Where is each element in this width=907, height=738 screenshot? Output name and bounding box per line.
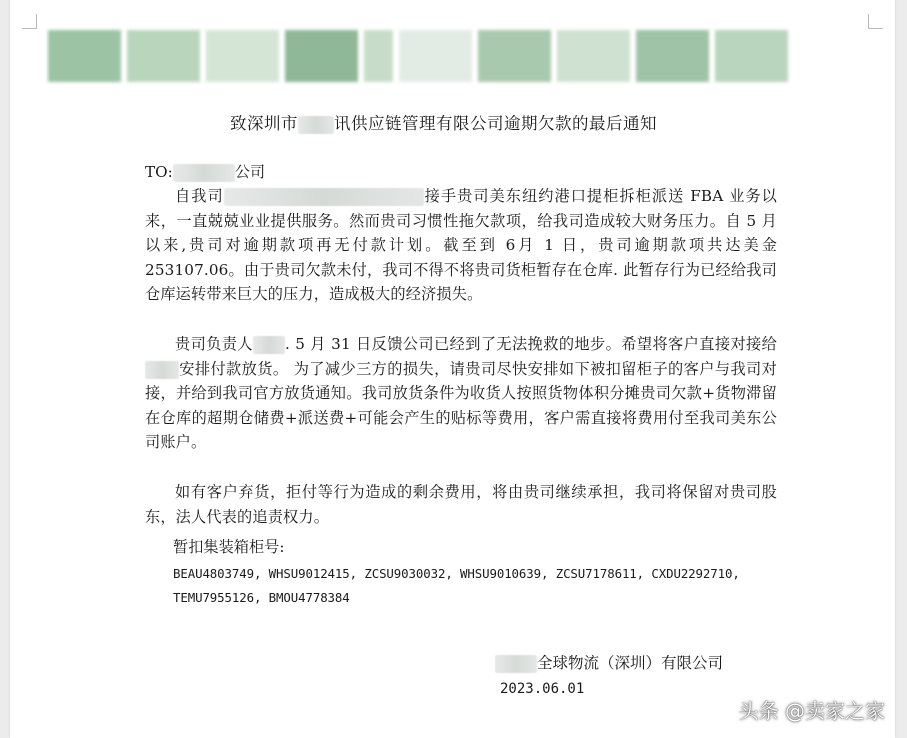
blurred-letterhead-block xyxy=(557,30,630,82)
to-label: TO: xyxy=(145,163,173,181)
blurred-letterhead-block xyxy=(399,30,472,82)
redacted-recipient xyxy=(173,164,235,182)
blurred-letterhead xyxy=(48,30,788,82)
paragraph-1-text: 接手贵司美东纽约港口提柜拆柜派送 FBA 业务以来，一直兢兢业业提供服务。然而贵司习惯性拖欠款项，给我司造成较大财务压力。自 5 月以来,贵司对逾期款项再无付款计划。截至到 6月 1 日，贵司逾期款项共达美金 253107.06。由于贵司欠款未付，我司不得不将贵司货柜暂存在仓库. 此暂存行为已经给我司仓库运转带来巨大的压力，造成极大的经济损失。 xyxy=(145,187,777,304)
paragraph-2 xyxy=(145,332,777,454)
blurred-letterhead-block xyxy=(636,30,709,82)
blurred-letterhead-block xyxy=(127,30,200,82)
letter-title xyxy=(230,110,657,134)
to-company: 公司 xyxy=(234,163,266,181)
paragraph-1-start: 自我司 xyxy=(175,187,224,206)
redacted-company-prefix xyxy=(495,655,537,673)
redacted-person xyxy=(253,336,285,354)
watermark: 头条 @卖家之家 xyxy=(738,699,885,723)
blurred-letterhead-block xyxy=(364,30,393,82)
paragraph-1 xyxy=(145,184,777,306)
blurred-letterhead-block xyxy=(48,30,121,82)
crop-mark-top-left xyxy=(22,14,37,29)
paragraph-2-text: 安排付款放货。 为了减少三方的损失，请贵司尽快安排如下被扣留柜子的客户与我司对接，并给到我司官方放货通知。我司放货条件为收货人按照货物体积分摊贵司欠款+货物滞留在仓库的超期仓储费+派送费+可能会产生的贴标等费用，客户需直接将费用付至我司美东公司账户。 xyxy=(145,359,777,452)
redacted-date xyxy=(224,188,424,206)
recipient-line xyxy=(145,160,777,184)
blurred-letterhead-block xyxy=(715,30,788,82)
blurred-letterhead-block xyxy=(206,30,279,82)
blurred-letterhead-block xyxy=(478,30,551,82)
blurred-letterhead-block xyxy=(285,30,358,82)
redacted-name xyxy=(298,116,334,134)
crop-mark-top-right xyxy=(868,14,883,29)
letter-body xyxy=(145,160,777,529)
signoff-date: 2023.06.01 xyxy=(500,681,585,697)
paragraph-2-mid: . 5 月 31 日反馈公司已经到了无法挽救的地步。希望将客户直接对接给 xyxy=(285,335,777,354)
container-section xyxy=(173,534,773,610)
title-part-1: 致深圳市 xyxy=(230,114,298,133)
paragraph-2-start: 贵司负责人 xyxy=(175,335,254,354)
containers-label: 暂扣集装箱柜号: xyxy=(173,538,285,556)
container-numbers: BEAU4803749, WHSU9012415, ZCSU9030032, WHSU9010639, ZCSU7178611, CXDU2292710, TEMU7955126, BMOU4778384 xyxy=(173,566,740,605)
signoff xyxy=(495,650,723,702)
signoff-company-line xyxy=(495,650,723,676)
paragraph-3: 如有客户弃货，拒付等行为造成的剩余费用，将由贵司继续承担，我司将保留对贵司股东，法人代表的追责权力。 xyxy=(145,483,777,526)
signoff-company: 全球物流（深圳）有限公司 xyxy=(537,654,724,672)
redacted-party xyxy=(145,361,179,379)
title-part-2: 讯供应链管理有限公司逾期欠款的最后通知 xyxy=(334,114,657,133)
